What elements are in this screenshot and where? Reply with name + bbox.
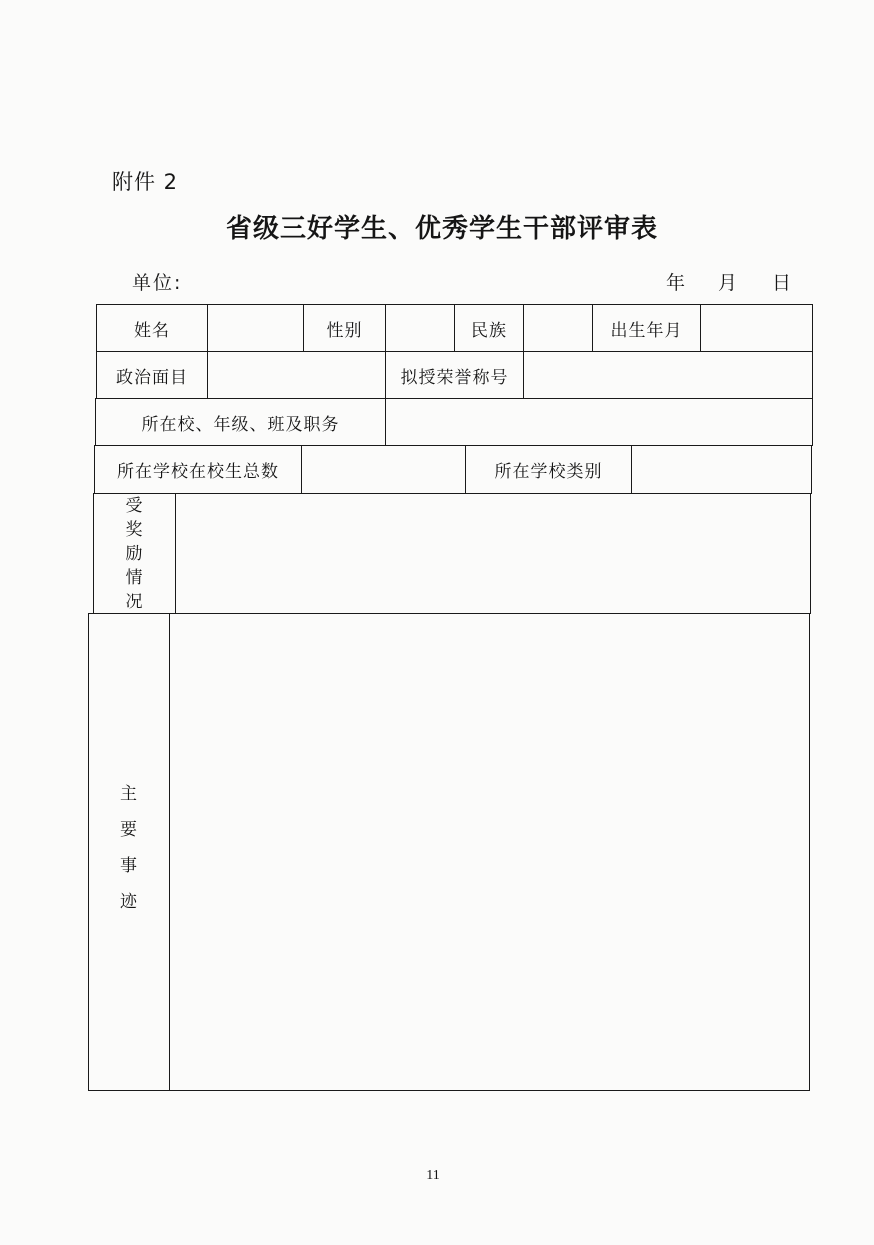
day-label: 日 <box>772 272 792 294</box>
awards-label-char: 情 <box>125 567 144 588</box>
student-count-label: 所在学校在校生总数 <box>117 462 279 482</box>
deeds-label-char: 主 <box>120 784 138 804</box>
unit-label: 单位: <box>132 272 183 294</box>
awards-label-char: 受 <box>125 495 144 516</box>
gender-field[interactable] <box>385 304 455 352</box>
political-label: 政治面目 <box>116 367 188 388</box>
school-info-field[interactable] <box>385 398 813 446</box>
deeds-label <box>120 776 138 920</box>
deeds-label-char: 事 <box>120 856 138 876</box>
honor-label-cell <box>385 351 524 399</box>
gender-label-cell <box>303 304 386 352</box>
awards-label-cell <box>93 493 176 614</box>
birth-field[interactable] <box>700 304 813 352</box>
ethnicity-label-cell <box>454 304 524 352</box>
name-label: 姓名 <box>134 320 170 341</box>
birth-label: 出生年月 <box>610 320 683 341</box>
awards-label-char: 奖 <box>125 519 144 540</box>
awards-label-char: 励 <box>125 543 144 564</box>
deeds-field[interactable] <box>169 613 810 1091</box>
student-count-label-cell <box>94 445 302 494</box>
year-label: 年 <box>666 272 686 294</box>
honor-label: 拟授荣誉称号 <box>400 367 509 388</box>
form-title: 省级三好学生、优秀学生干部评审表 <box>225 214 658 244</box>
awards-field[interactable] <box>175 493 811 614</box>
birth-label-cell <box>592 304 701 352</box>
school-info-label: 所在校、年级、班及职务 <box>141 414 340 435</box>
school-type-label-cell <box>465 445 632 494</box>
awards-label-char: 况 <box>125 591 144 612</box>
ethnicity-field[interactable] <box>523 304 593 352</box>
political-field[interactable] <box>207 351 386 399</box>
month-label: 月 <box>718 272 738 294</box>
page-number: 11 <box>426 1168 440 1183</box>
political-label-cell <box>96 351 208 399</box>
school-type-label: 所在学校类别 <box>494 462 603 482</box>
deeds-label-cell <box>88 613 170 1091</box>
awards-label <box>126 494 144 614</box>
deeds-label-char: 迹 <box>120 892 138 912</box>
honor-field[interactable] <box>523 351 813 399</box>
student-count-field[interactable] <box>301 445 466 494</box>
ethnicity-label: 民族 <box>471 320 507 341</box>
name-label-cell <box>96 304 208 352</box>
name-field[interactable] <box>207 304 304 352</box>
school-info-label-cell <box>95 398 386 446</box>
gender-label: 性别 <box>326 320 363 341</box>
attachment-label: 附件 2 <box>112 170 179 194</box>
school-type-field[interactable] <box>631 445 812 494</box>
deeds-label-char: 要 <box>120 820 138 840</box>
